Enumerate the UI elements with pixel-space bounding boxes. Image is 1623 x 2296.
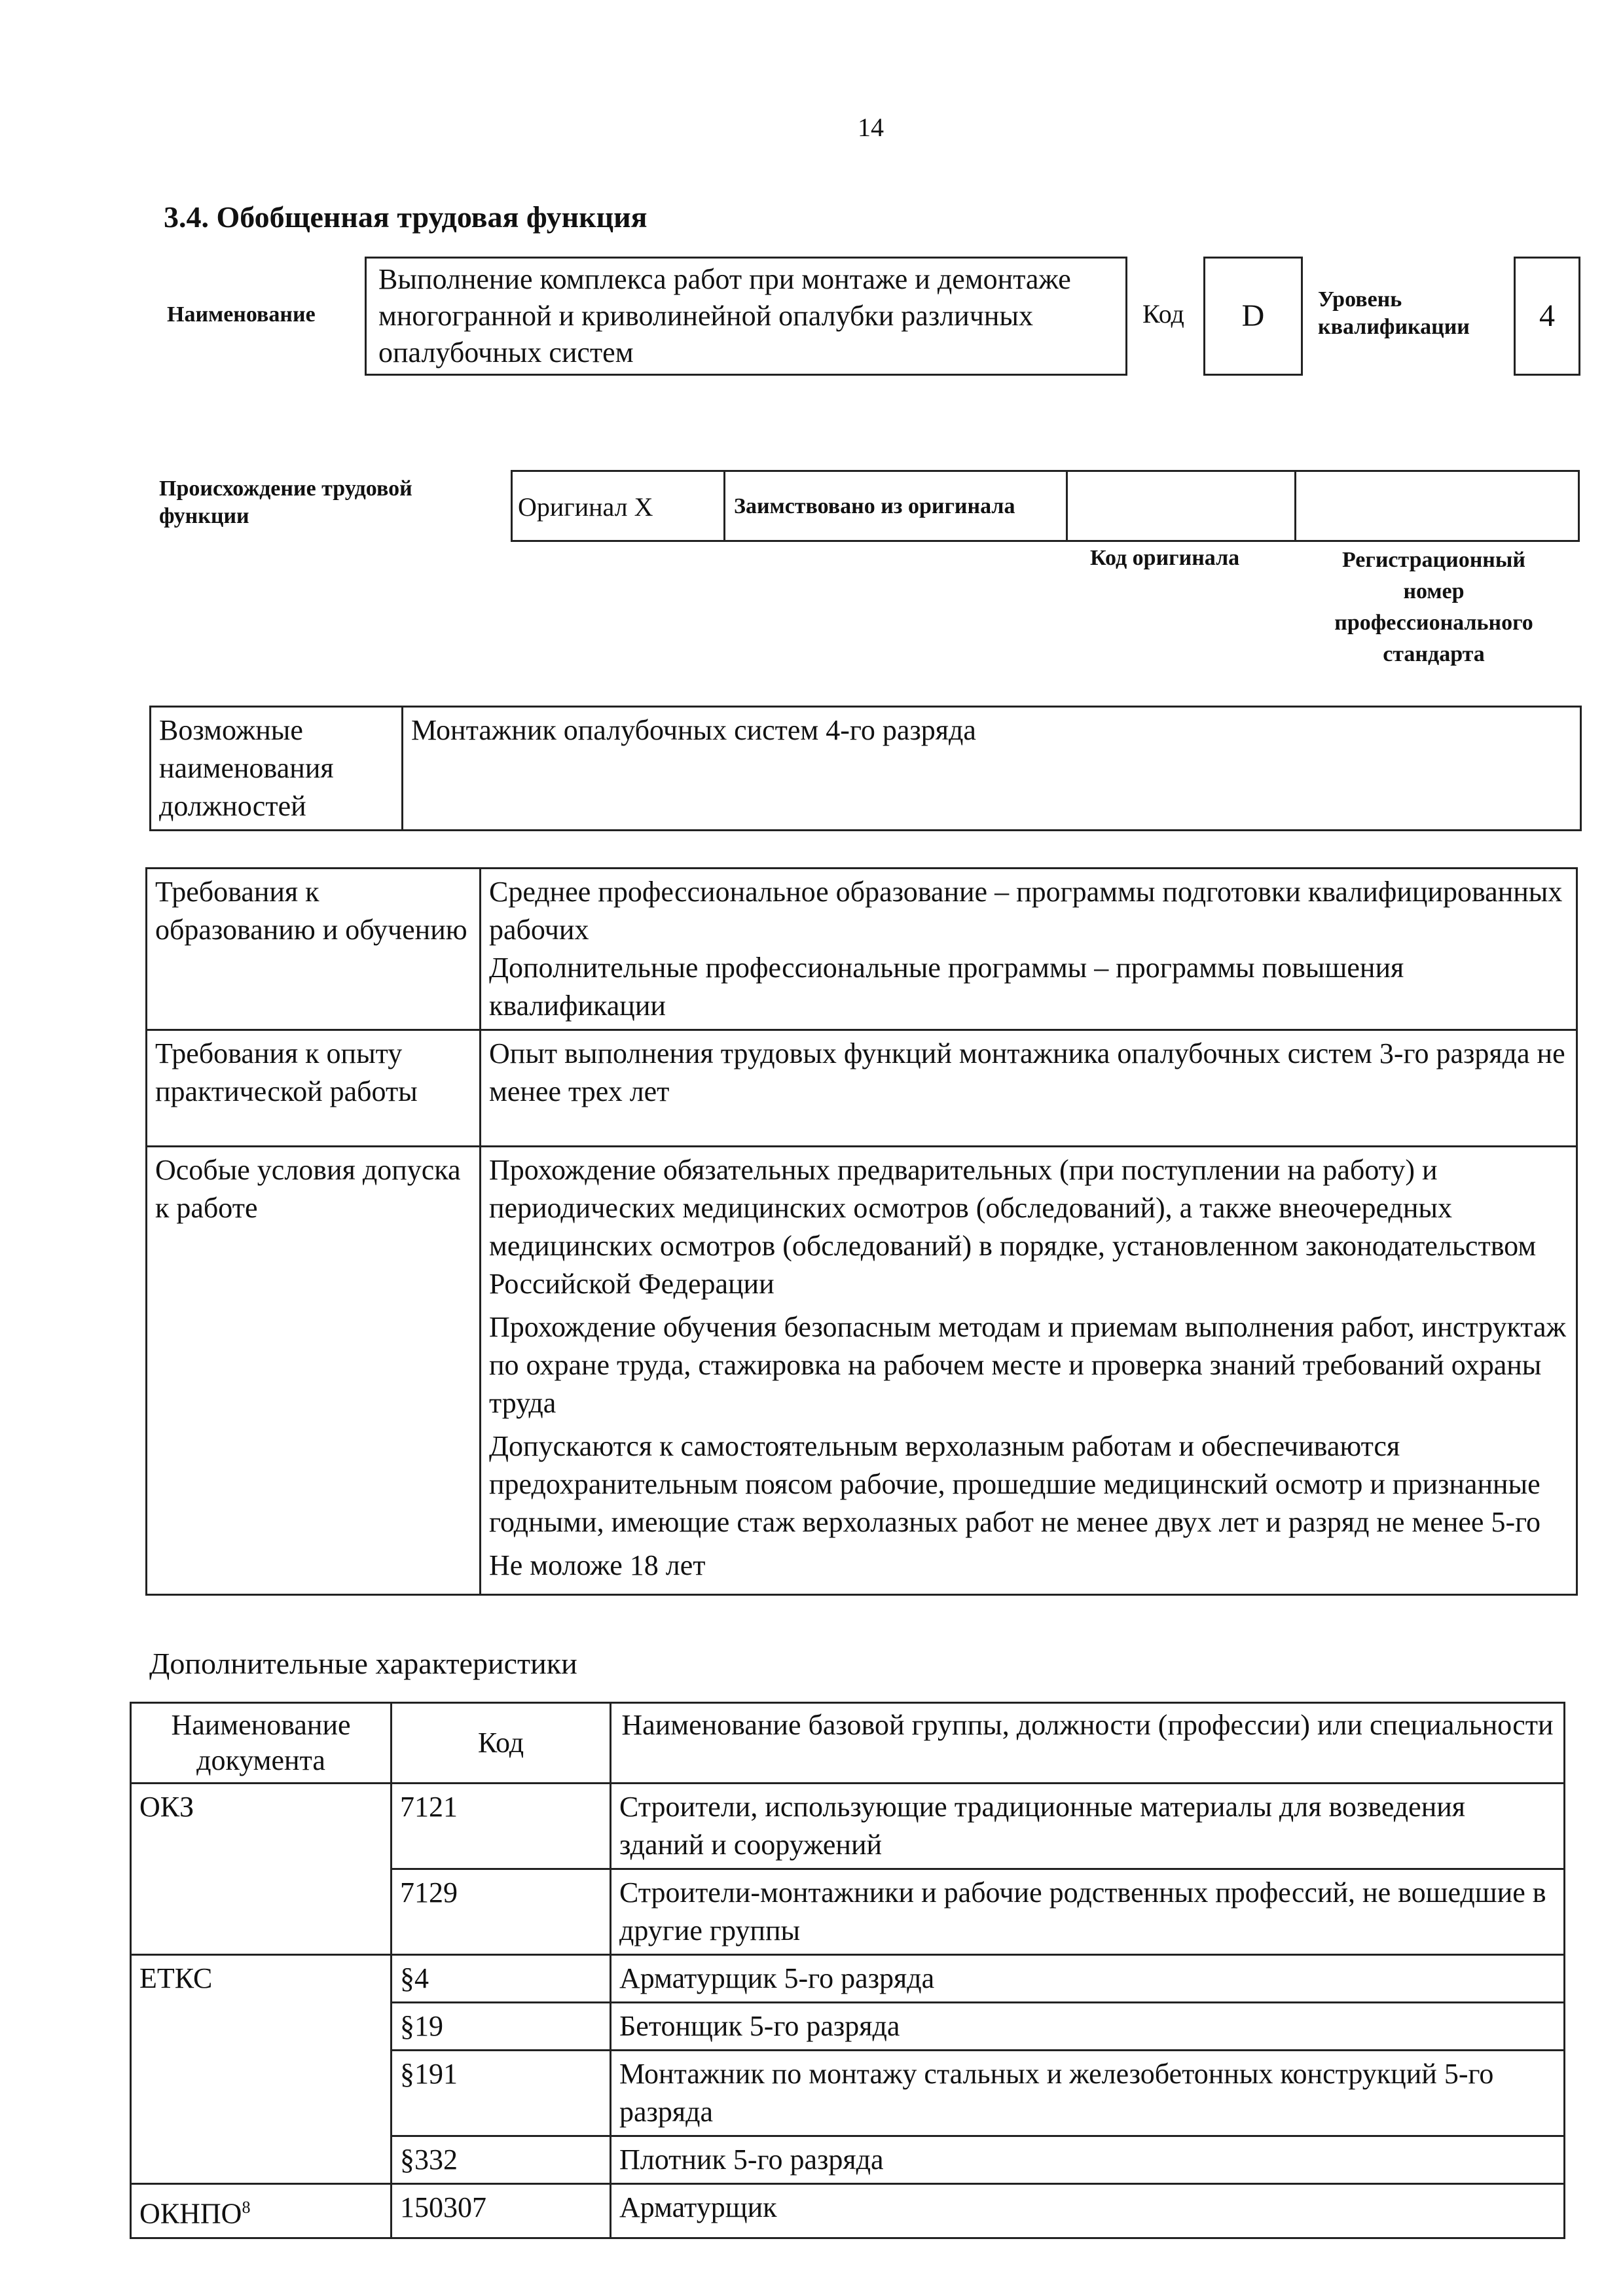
- name-value: Выполнение комплекса работ при монтаже и демонтаже многогранной и криволинейной опалубки различных опалубочных систем: [365, 257, 1127, 376]
- doc-oknpo-label: ОКНПО: [139, 2197, 242, 2230]
- req-education-para-1: Среднее профессиональное образование – программы подготовки квалифицированных рабочих: [489, 876, 1563, 946]
- positions-value: Монтажник опалубочных систем 4-го разряда: [403, 707, 1581, 831]
- origin-reg-caption: Регистрационный номер профессионального стандарта: [1334, 548, 1533, 666]
- origin-borrowed: Заимствовано из оригинала: [734, 494, 1015, 518]
- origin-label: Происхождение трудовой функции: [159, 476, 412, 528]
- code-label: Код: [1142, 299, 1184, 329]
- code-value: D: [1203, 257, 1303, 376]
- origin-box: [511, 470, 1580, 542]
- req-experience-para-1: Опыт выполнения трудовых функций монтажника опалубочных систем 3-го разряда не менее трех лет: [489, 1037, 1565, 1107]
- level-value: 4: [1514, 257, 1580, 376]
- row-code: 150307: [392, 2184, 611, 2238]
- row-code: 7129: [392, 1869, 611, 1955]
- req-special-para-4: Не моложе 18 лет: [489, 1549, 706, 1581]
- req-education-value: [481, 869, 1577, 1030]
- req-experience-label: Требования к опыту практической работы: [147, 1030, 481, 1147]
- req-experience-value: [481, 1030, 1577, 1147]
- name-label: Наименование: [167, 302, 316, 327]
- req-special-label: Особые условия допуска к работе: [147, 1147, 481, 1595]
- req-special-para-1: Прохождение обязательных предварительных (при поступлении на работу) и периодических медицинских осмотров (обследований), а также внеочередных медицинских осмотров (обследований) в порядке, установленном законодательством Российской Федерации: [489, 1154, 1537, 1300]
- row-name: Арматурщик: [611, 2184, 1565, 2238]
- req-education-label: Требования к образованию и обучению: [147, 869, 481, 1030]
- row-code: §332: [392, 2136, 611, 2184]
- origin-original: Оригинал X: [518, 492, 653, 522]
- row-name: Арматурщик 5-го разряда: [611, 1955, 1565, 2003]
- row-name: Строители-монтажники и рабочие родственных профессий, не вошедшие в другие группы: [611, 1869, 1565, 1955]
- section-title: 3.4. Обобщенная трудовая функция: [164, 200, 647, 234]
- row-code: §4: [392, 1955, 611, 2003]
- row-name: Монтажник по монтажу стальных и железобетонных конструкций 5-го разряда: [611, 2051, 1565, 2136]
- row-name: Строители, использующие традиционные материалы для возведения зданий и сооружений: [611, 1784, 1565, 1869]
- positions-table: [149, 706, 1582, 831]
- row-code: 7121: [392, 1784, 611, 1869]
- req-special-para-2: Прохождение обучения безопасным методам и приемам выполнения работ, инструктаж по охране труда, стажировка на рабочем месте и проверка знаний требований охраны труда: [489, 1311, 1566, 1419]
- origin-code-caption: Код оригинала: [1090, 546, 1240, 570]
- row-code: §191: [392, 2051, 611, 2136]
- row-code: §19: [392, 2003, 611, 2051]
- col-header-doc: Наименование документа: [131, 1703, 392, 1784]
- level-label: Уровень квалификации: [1318, 287, 1470, 339]
- doc-oknpo: [131, 2184, 392, 2238]
- footnote-mark: 8: [242, 2198, 251, 2217]
- page-number: 14: [858, 113, 884, 142]
- row-name: Бетонщик 5-го разряда: [611, 2003, 1565, 2051]
- additional-table: [130, 1702, 1565, 2239]
- requirements-table: [145, 867, 1578, 1596]
- doc-etks: ЕТКС: [131, 1955, 392, 2184]
- col-header-code: Код: [392, 1703, 611, 1784]
- doc-okz: ОКЗ: [131, 1784, 392, 1955]
- col-header-name: Наименование базовой группы, должности (профессии) или специальности: [611, 1703, 1565, 1784]
- row-name: Плотник 5-го разряда: [611, 2136, 1565, 2184]
- req-education-para-2: Дополнительные профессиональные программы – программы повышения квалификации: [489, 952, 1404, 1022]
- additional-title: Дополнительные характеристики: [149, 1647, 577, 1680]
- req-special-para-3: Допускаются к самостоятельным верхолазным работам и обеспечиваются предохранительным поясом рабочие, прошедшие медицинский осмотр и признанные годными, имеющие стаж верхолазных работ не менее двух лет и разряд не менее 5-го: [489, 1430, 1541, 1538]
- req-special-value: [481, 1147, 1577, 1595]
- positions-label: Возможные наименования должностей: [151, 707, 403, 831]
